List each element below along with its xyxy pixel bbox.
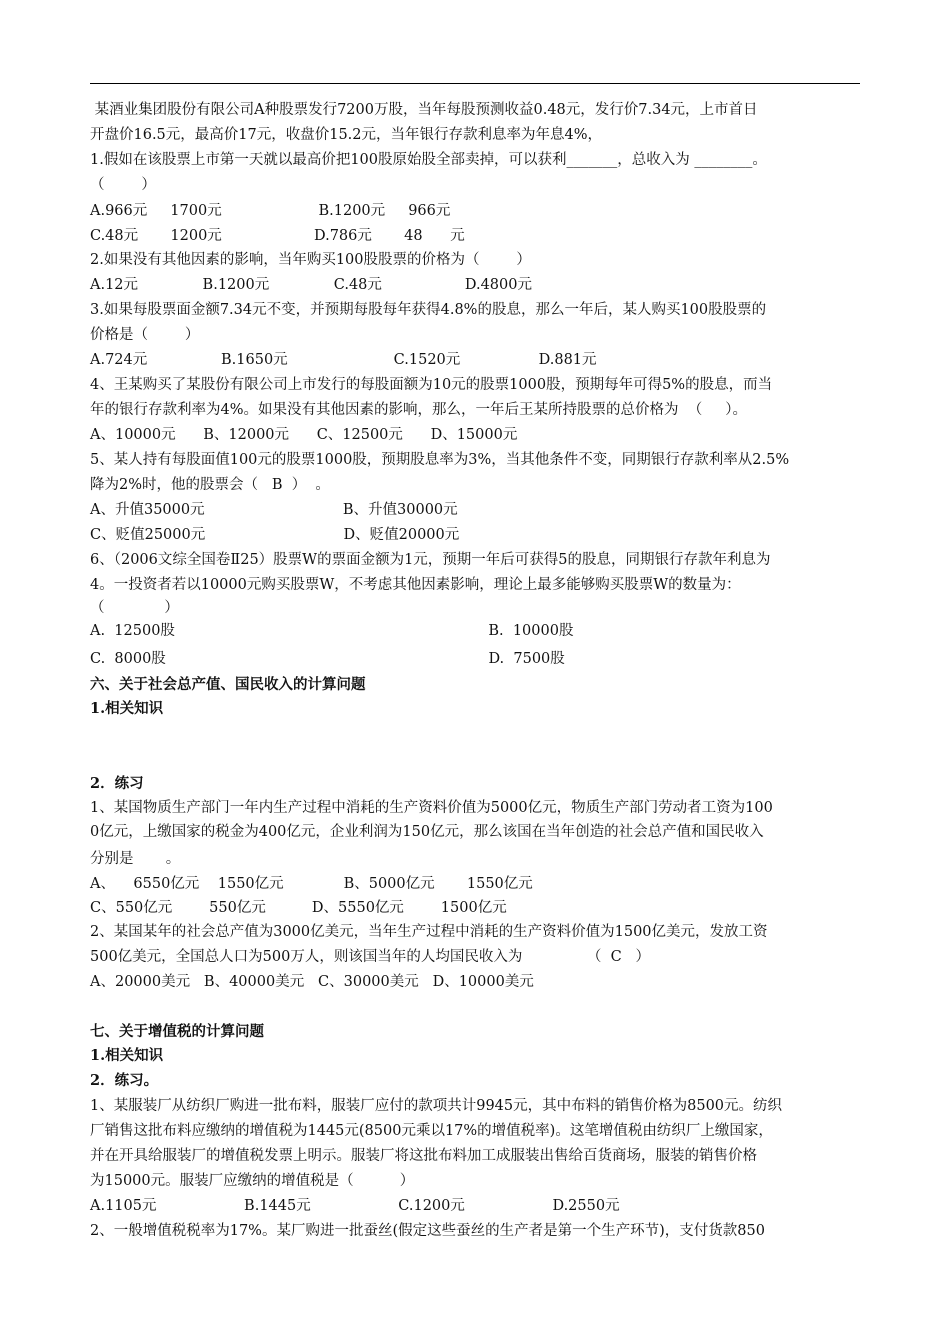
question-6-line-1: 6、（2006文综全国卷Ⅱ25）股票W的票面金额为1元，预期一年后可获得5的股息，同期银行存款年利息为 — [90, 552, 771, 568]
question-1-options-cd: C.48元 1200元 D.786元 48 元 — [90, 228, 465, 244]
question-4-line-1: 4、王某购买了某股份有限公司上市发行的每股面额为10元的股票1000股，预期每年可得5%的股息，而当 — [90, 377, 773, 393]
question-6-line-3: （ ） — [90, 600, 179, 616]
question-5-line-2: 降为2%时，他的股票会（ B ） 。 — [90, 477, 330, 493]
section-7-q1-line-1: 1、某服装厂从纺织厂购进一批布料，服装厂应付的款项共计9945元，其中布料的销售价格为8500元。纺织 — [90, 1098, 783, 1114]
section-7-q2-line-1: 2、一般增值税税率为17%。某厂购进一批蚕丝(假定这些蚕丝的生产者是第一个生产环节)，支付货款850 — [90, 1223, 765, 1239]
section-7-heading: 七、关于增值税的计算问题 — [90, 1023, 264, 1040]
question-4-options: A、10000元 B、12000元 C、12500元 D、15000元 — [90, 427, 518, 443]
intro-line-2: 开盘价16.5元，最高价17元，收盘价15.2元，当年银行存款利息率为年息4%， — [90, 127, 603, 143]
question-6-options-ab: A. 12500股 B. 10000股 — [90, 623, 574, 639]
section-6-q2-options: A、20000美元 B、40000美元 C、30000美元 D、10000美元 — [90, 974, 534, 990]
question-2-line: 2.如果没有其他因素的影响，当年购买100股股票的价格为（ ） — [90, 252, 531, 268]
question-1-options-ab: A.966元 1700元 B.1200元 966元 — [90, 203, 451, 219]
section-7-knowledge-heading: 1.相关知识 — [90, 1047, 164, 1064]
question-4-line-2: 年的银行存款利率为4%。如果没有其他因素的影响，那么，一年后王某所持股票的总价格为 （ ）。 — [90, 402, 748, 418]
section-6-q2-line-2: 500亿美元，全国总人口为500万人，则该国当年的人均国民收入为 （ C ） — [90, 949, 651, 965]
question-1-line-1: 1.假如在该股票上市第一天就以最高价把100股原始股全部卖掉，可以获利_______，总收入为 ________。 — [90, 152, 767, 168]
section-7-q1-options: A.1105元 B.1445元 C.1200元 D.2550元 — [90, 1198, 620, 1214]
section-6-heading: 六、关于社会总产值、国民收入的计算问题 — [90, 676, 366, 693]
section-6-q2-line-1: 2、某国某年的社会总产值为3000亿美元，当年生产过程中消耗的生产资料价值为1500亿美元，发放工资 — [90, 924, 768, 940]
question-3-options: A.724元 B.1650元 C.1520元 D.881元 — [90, 352, 597, 368]
question-2-options: A.12元 B.1200元 C.48元 D.4800元 — [90, 277, 532, 293]
question-6-line-2: 4。一投资者若以10000元购买股票W，不考虑其他因素影响，理论上最多能够购买股票W的数量为： — [90, 577, 741, 593]
question-6-options-cd: C. 8000股 D. 7500股 — [90, 651, 565, 667]
section-6-q1-options-ab: A、 6550亿元 1550亿元 B、5000亿元 1550亿元 — [90, 876, 533, 892]
section-6-practice-heading: 2．练习 — [90, 775, 144, 792]
header-rule — [90, 83, 860, 84]
intro-line-1: 某酒业集团股份有限公司A种股票发行7200万股，当年每股预测收益0.48元，发行价7.34元，上市首日 — [90, 102, 758, 118]
section-6-q1-line-1: 1、某国物质生产部门一年内生产过程中消耗的生产资料价值为5000亿元，物质生产部门劳动者工资为100 — [90, 800, 773, 816]
section-6-knowledge-heading: 1.相关知识 — [90, 700, 164, 717]
question-1-line-2: （ ） — [90, 177, 156, 193]
section-7-q1-line-3: 并在开具给服装厂的增值税发票上明示。服装厂将这批布料加工成服装出售给百货商场，服装的销售价格 — [90, 1148, 757, 1164]
section-7-q1-line-2: 厂销售这批布料应缴纳的增值税为1445元(8500元乘以17%的增值税率)。这笔增值税由纺织厂上缴国家， — [90, 1123, 773, 1139]
question-3-line-2: 价格是（ ） — [90, 327, 200, 343]
section-7-q1-line-4: 为15000元。服装厂应缴纳的增值税是（ ） — [90, 1173, 415, 1189]
section-7-practice-heading: 2．练习。 — [90, 1072, 159, 1089]
question-5-options-cd: C、贬值25000元 D、贬值20000元 — [90, 527, 460, 543]
section-6-q1-line-3: 分别是 。 — [90, 851, 181, 867]
section-6-q1-line-2: 0亿元，上缴国家的税金为400亿元，企业利润为150亿元，那么该国在当年创造的社会总产值和国民收入 — [90, 824, 764, 840]
question-3-line-1: 3.如果每股票面金额7.34元不变，并预期每股每年获得4.8%的股息，那么一年后，某人购买100股股票的 — [90, 302, 767, 318]
question-5-options-ab: A、升值35000元 B、升值30000元 — [90, 502, 458, 518]
section-6-q1-options-cd: C、550亿元 550亿元 D、5550亿元 1500亿元 — [90, 900, 507, 916]
question-5-line-1: 5、某人持有每股面值100元的股票1000股，预期股息率为3%，当其他条件不变，同期银行存款利率从2.5% — [90, 452, 790, 468]
